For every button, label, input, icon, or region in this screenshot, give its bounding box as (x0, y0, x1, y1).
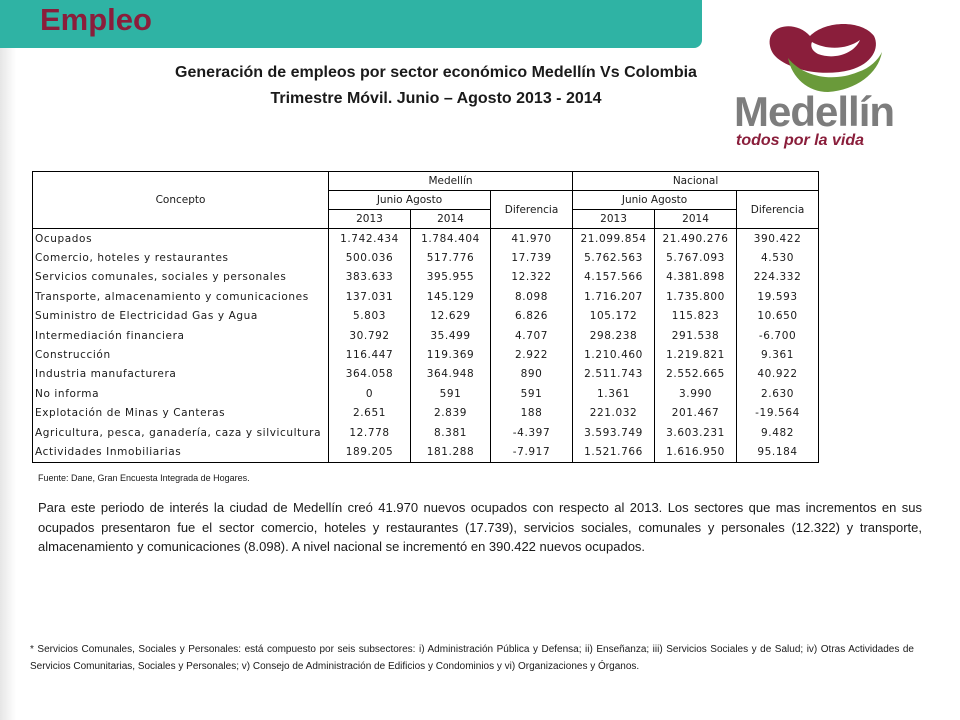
row-value-m2014: 591 (411, 384, 491, 403)
row-value-n2014: 1.616.950 (655, 442, 737, 462)
nacional-year-2014-header: 2014 (655, 210, 737, 229)
row-value-n2014: 115.823 (655, 307, 737, 326)
row-value-mdiff: 890 (491, 365, 573, 384)
row-value-ndiff: 390.422 (737, 229, 819, 249)
row-value-mdiff: 8.098 (491, 287, 573, 306)
row-value-ndiff: 40.922 (737, 365, 819, 384)
source-note: Fuente: Dane, Gran Encuesta Integrada de Hogares. (38, 473, 250, 483)
row-value-n2014: 3.603.231 (655, 423, 737, 442)
row-value-m2014: 181.288 (411, 442, 491, 462)
row-value-m2013: 189.205 (329, 442, 411, 462)
page-title: Empleo (40, 2, 152, 37)
row-concept: Suministro de Electricidad Gas y Agua (33, 307, 329, 326)
row-concept: Comercio, hoteles y restaurantes (33, 248, 329, 267)
row-value-n2013: 5.762.563 (573, 248, 655, 267)
table-row (33, 442, 819, 462)
title-banner (0, 0, 702, 48)
row-value-n2014: 291.538 (655, 326, 737, 345)
row-value-n2013: 1.361 (573, 384, 655, 403)
medellin-year-2014-header: 2014 (411, 210, 491, 229)
row-value-m2014: 517.776 (411, 248, 491, 267)
row-concept: Ocupados (33, 229, 329, 249)
row-value-n2014: 2.552.665 (655, 365, 737, 384)
row-concept: Construcción (33, 345, 329, 364)
medellin-year-2013-header: 2013 (329, 210, 411, 229)
row-value-n2013: 4.157.566 (573, 268, 655, 287)
row-value-mdiff: 2.922 (491, 345, 573, 364)
row-value-mdiff: 41.970 (491, 229, 573, 249)
table-row (33, 423, 819, 442)
row-value-ndiff: 95.184 (737, 442, 819, 462)
row-value-n2013: 221.032 (573, 404, 655, 423)
row-value-m2014: 1.784.404 (411, 229, 491, 249)
row-concept: Actividades Inmobiliarias (33, 442, 329, 462)
heart-logo-icon (730, 18, 920, 98)
summary-paragraph: Para este periodo de interés la ciudad de Medellín creó 41.970 nuevos ocupados con respecto al 2013. Los sectores que mas incrementos en sus ocupados presentaron fue el sector comercio, hoteles y restaurantes (17.739), servicios sociales, comunales y personales (12.322) y transporte, almacenamiento y comunicaciones (8.098). A nivel nacional se incrementó en 390.422 nuevos ocupados. (38, 500, 922, 554)
row-value-m2013: 1.742.434 (329, 229, 411, 249)
subtitle-line-1: Generación de empleos por sector económico Medellín Vs Colombia (175, 64, 697, 81)
row-value-ndiff: 10.650 (737, 307, 819, 326)
table-row (33, 345, 819, 364)
row-value-ndiff: -6.700 (737, 326, 819, 345)
nacional-period-header: Junio Agosto (573, 191, 737, 210)
row-value-m2014: 119.369 (411, 345, 491, 364)
row-value-mdiff: 12.322 (491, 268, 573, 287)
row-value-n2013: 21.099.854 (573, 229, 655, 249)
row-value-m2013: 30.792 (329, 326, 411, 345)
table-row (33, 307, 819, 326)
row-value-m2014: 12.629 (411, 307, 491, 326)
subtitle-line-2: Trimestre Móvil. Junio – Agosto 2013 - 2014 (270, 90, 602, 107)
row-value-m2013: 364.058 (329, 365, 411, 384)
row-concept: Explotación de Minas y Canteras (33, 404, 329, 423)
row-concept: Intermediación financiera (33, 326, 329, 345)
row-value-n2013: 105.172 (573, 307, 655, 326)
row-value-ndiff: 224.332 (737, 268, 819, 287)
row-value-m2013: 383.633 (329, 268, 411, 287)
row-value-ndiff: 9.482 (737, 423, 819, 442)
table-row (33, 248, 819, 267)
nacional-header: Nacional (573, 172, 819, 191)
row-concept: Agricultura, pesca, ganadería, caza y silvicultura (33, 423, 329, 442)
employment-table (32, 171, 819, 463)
row-value-mdiff: 4.707 (491, 326, 573, 345)
row-concept: No informa (33, 384, 329, 403)
table-row (33, 384, 819, 403)
medellin-period-header: Junio Agosto (329, 191, 491, 210)
table-row (33, 268, 819, 287)
row-value-ndiff: 4.530 (737, 248, 819, 267)
table-body (33, 229, 819, 463)
row-value-ndiff: 19.593 (737, 287, 819, 306)
row-concept: Industria manufacturera (33, 365, 329, 384)
row-value-n2013: 1.521.766 (573, 442, 655, 462)
row-value-mdiff: 6.826 (491, 307, 573, 326)
row-value-mdiff: 17.739 (491, 248, 573, 267)
left-edge-shade (0, 0, 16, 720)
medellin-diff-header: Diferencia (491, 191, 573, 229)
logo-tagline: todos por la vida (736, 132, 865, 149)
table-row (33, 365, 819, 384)
table-row (33, 404, 819, 423)
footnote: * Servicios Comunales, Sociales y Personales: está compuesto por seis subsectores: i) Administración Pública y Defensa; ii) Enseñanza; iii) Servicios Sociales y de Salud; iv) Otras Actividades de Servicios Comunitarias, Sociales y Personales; v) Consejo de Administración de Edificios y Condominios y vi) Organizaciones y Órganos. (30, 644, 914, 672)
row-value-m2014: 364.948 (411, 365, 491, 384)
row-value-n2014: 201.467 (655, 404, 737, 423)
table-row (33, 229, 819, 249)
row-value-mdiff: 591 (491, 384, 573, 403)
row-value-mdiff: -7.917 (491, 442, 573, 462)
nacional-year-2013-header: 2013 (573, 210, 655, 229)
row-value-n2014: 1.735.800 (655, 287, 737, 306)
row-value-m2013: 2.651 (329, 404, 411, 423)
row-value-mdiff: -4.397 (491, 423, 573, 442)
table-row (33, 287, 819, 306)
concept-header: Concepto (33, 172, 329, 229)
medellin-logo (730, 18, 920, 150)
row-value-m2014: 145.129 (411, 287, 491, 306)
row-value-m2014: 35.499 (411, 326, 491, 345)
row-value-n2013: 2.511.743 (573, 365, 655, 384)
medellin-header: Medellín (329, 172, 573, 191)
nacional-diff-header: Diferencia (737, 191, 819, 229)
row-value-n2014: 4.381.898 (655, 268, 737, 287)
row-value-n2014: 21.490.276 (655, 229, 737, 249)
row-value-m2014: 8.381 (411, 423, 491, 442)
row-concept: Transporte, almacenamiento y comunicaciones (33, 287, 329, 306)
row-value-ndiff: 9.361 (737, 345, 819, 364)
row-value-n2013: 1.210.460 (573, 345, 655, 364)
row-value-n2013: 1.716.207 (573, 287, 655, 306)
row-value-n2013: 298.238 (573, 326, 655, 345)
row-value-m2013: 500.036 (329, 248, 411, 267)
row-value-n2013: 3.593.749 (573, 423, 655, 442)
row-value-ndiff: -19.564 (737, 404, 819, 423)
row-concept: Servicios comunales, sociales y personales (33, 268, 329, 287)
table-row (33, 326, 819, 345)
row-value-m2014: 2.839 (411, 404, 491, 423)
row-value-m2013: 0 (329, 384, 411, 403)
logo-wordmark: Medellín (734, 88, 895, 135)
row-value-m2013: 5.803 (329, 307, 411, 326)
row-value-n2014: 3.990 (655, 384, 737, 403)
row-value-m2013: 137.031 (329, 287, 411, 306)
row-value-ndiff: 2.630 (737, 384, 819, 403)
row-value-n2014: 5.767.093 (655, 248, 737, 267)
row-value-m2013: 12.778 (329, 423, 411, 442)
row-value-n2014: 1.219.821 (655, 345, 737, 364)
row-value-mdiff: 188 (491, 404, 573, 423)
row-value-m2014: 395.955 (411, 268, 491, 287)
row-value-m2013: 116.447 (329, 345, 411, 364)
